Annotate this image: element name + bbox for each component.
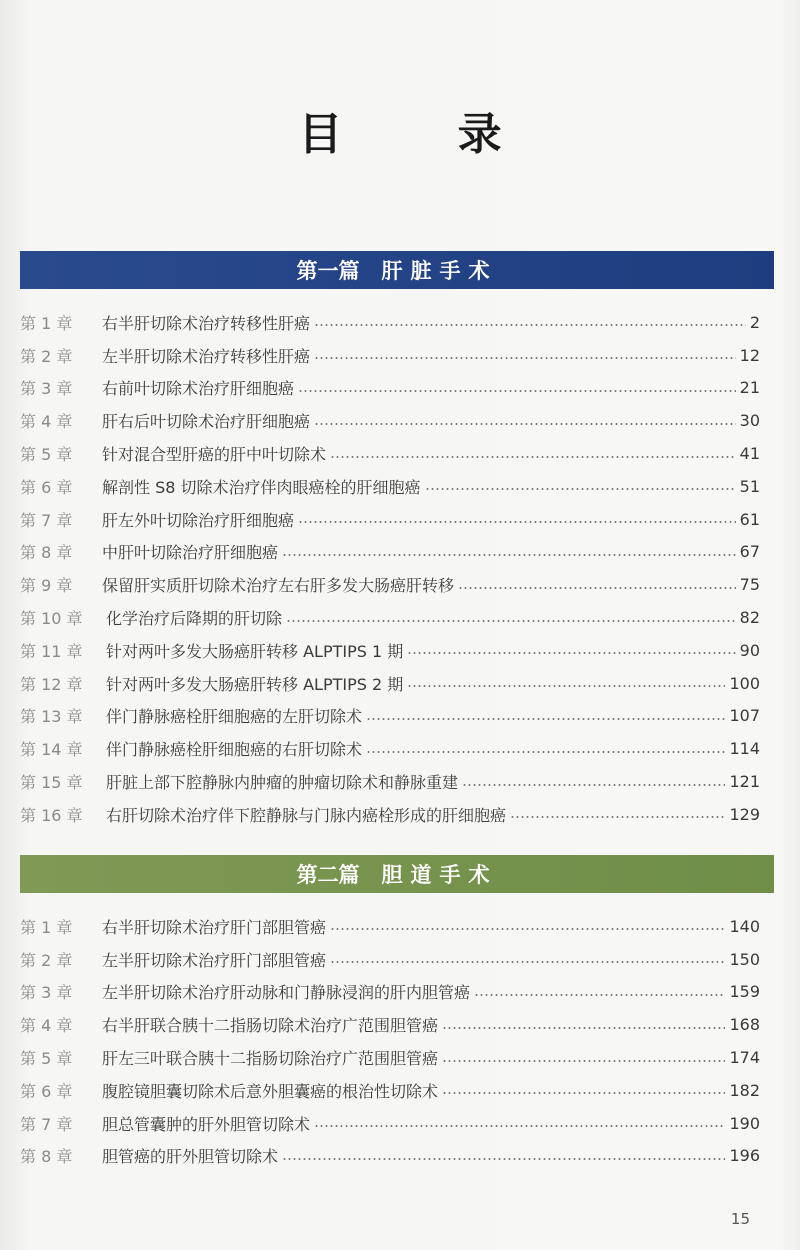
part-one-header <box>20 251 774 289</box>
toc-entry[interactable] <box>20 634 760 667</box>
chapter-title: 肝左三叶联合胰十二指肠切除治疗广范围胆管癌 <box>102 1049 439 1069</box>
chapter-title: 伴门静脉癌栓肝细胞癌的右肝切除术 <box>106 740 363 760</box>
chapter-title: 化学治疗后降期的肝切除 <box>106 609 283 629</box>
chapter-page-number: 2 <box>749 312 760 332</box>
chapter-page-number: 82 <box>739 608 760 628</box>
dot-leader <box>298 521 736 523</box>
chapter-number: 第 7 章 <box>20 1114 73 1134</box>
page-title: 目 录 <box>298 109 552 160</box>
toc-entry[interactable] <box>20 1107 760 1140</box>
toc-entry[interactable] <box>20 943 760 976</box>
part-one-label: 第一篇 <box>296 259 360 283</box>
chapter-title: 左半肝切除术治疗肝门部胆管癌 <box>102 950 327 970</box>
chapter-title: 肝左外叶切除治疗肝细胞癌 <box>102 510 295 530</box>
chapter-title: 左半肝切除术治疗肝动脉和门静脉浸润的肝内胆管癌 <box>102 983 471 1003</box>
chapter-page-number: 196 <box>729 1146 760 1166</box>
toc-entry[interactable] <box>20 568 760 601</box>
chapter-number: 第 3 章 <box>20 379 73 399</box>
part-two-name: 胆道手术 <box>381 863 498 887</box>
toc-entry[interactable] <box>20 976 760 1009</box>
chapter-page-number: 41 <box>739 444 760 464</box>
toc-entry[interactable] <box>20 1074 760 1107</box>
dot-leader <box>407 652 735 654</box>
dot-leader <box>298 390 736 392</box>
toc-entry[interactable] <box>20 798 760 831</box>
toc-entry[interactable] <box>20 765 760 798</box>
dot-leader <box>282 554 736 556</box>
chapter-title: 保留肝实质肝切除术治疗左右肝多发大肠癌肝转移 <box>102 576 455 596</box>
chapter-number: 第 5 章 <box>20 445 73 465</box>
toc-entry[interactable] <box>20 732 760 765</box>
chapter-number: 第 2 章 <box>20 950 73 970</box>
chapter-page-number: 174 <box>729 1048 760 1068</box>
part-two-label: 第二篇 <box>296 863 360 887</box>
chapter-page-number: 121 <box>729 772 760 792</box>
chapter-number: 第 1 章 <box>20 917 73 937</box>
chapter-page-number: 100 <box>729 673 760 693</box>
chapter-page-number: 168 <box>729 1015 760 1035</box>
chapter-number: 第 4 章 <box>20 1016 73 1036</box>
page-number: 15 <box>730 1210 750 1228</box>
chapter-page-number: 51 <box>739 476 760 496</box>
chapter-title: 针对两叶多发大肠癌肝转移 ALPTIPS 2 期 <box>106 674 404 694</box>
chapter-page-number: 61 <box>739 509 760 529</box>
chapter-number: 第 8 章 <box>20 1147 73 1167</box>
chapter-page-number: 107 <box>729 706 760 726</box>
chapter-title: 胆总管囊肿的肝外胆管切除术 <box>102 1114 311 1134</box>
chapter-page-number: 129 <box>729 804 760 824</box>
toc-entry[interactable] <box>20 503 760 536</box>
chapter-title: 右半肝切除术治疗肝门部胆管癌 <box>102 917 327 937</box>
toc-entry[interactable] <box>20 536 760 569</box>
toc-entry[interactable] <box>20 1008 760 1041</box>
dot-leader <box>314 357 736 359</box>
toc-entry[interactable] <box>20 1140 760 1173</box>
chapter-number: 第 6 章 <box>20 1081 73 1101</box>
chapter-page-number: 150 <box>729 949 760 969</box>
toc-entry[interactable] <box>20 601 760 634</box>
chapter-title: 解剖性 S8 切除术治疗伴肉眼癌栓的肝细胞癌 <box>102 477 421 497</box>
chapter-number: 第 15 章 <box>20 773 83 793</box>
chapter-page-number: 114 <box>729 739 760 759</box>
chapter-title: 肝右后叶切除术治疗肝细胞癌 <box>102 412 311 432</box>
dot-leader <box>282 1158 725 1160</box>
dot-leader <box>330 456 736 458</box>
chapter-page-number: 140 <box>729 916 760 936</box>
dot-leader <box>314 324 746 326</box>
chapter-page-number: 12 <box>739 345 760 365</box>
dot-leader <box>442 1027 725 1029</box>
dot-leader <box>458 587 736 589</box>
chapter-title: 右半肝切除术治疗转移性肝癌 <box>102 313 311 333</box>
chapter-page-number: 182 <box>729 1080 760 1100</box>
dot-leader <box>314 1125 725 1127</box>
chapter-page-number: 90 <box>739 640 760 660</box>
chapter-number: 第 8 章 <box>20 543 73 563</box>
dot-leader <box>286 620 736 622</box>
dot-leader <box>474 994 725 996</box>
chapter-number: 第 12 章 <box>20 674 83 694</box>
toc-entry[interactable] <box>20 339 760 372</box>
chapter-title: 胆管癌的肝外胆管切除术 <box>102 1147 279 1167</box>
part-two-toc <box>20 910 760 1172</box>
chapter-number: 第 7 章 <box>20 510 73 530</box>
dot-leader <box>314 423 736 425</box>
chapter-number: 第 13 章 <box>20 707 83 727</box>
chapter-number: 第 14 章 <box>20 740 83 760</box>
chapter-number: 第 9 章 <box>20 576 73 596</box>
dot-leader <box>442 1060 725 1062</box>
chapter-title: 肝脏上部下腔静脉内肿瘤的肿瘤切除术和静脉重建 <box>106 773 459 793</box>
chapter-page-number: 30 <box>739 411 760 431</box>
chapter-number: 第 6 章 <box>20 477 73 497</box>
toc-entry[interactable] <box>20 470 760 503</box>
chapter-page-number: 21 <box>739 378 760 398</box>
dot-leader <box>442 1092 725 1094</box>
toc-entry[interactable] <box>20 372 760 405</box>
chapter-number: 第 10 章 <box>20 609 83 629</box>
chapter-title: 针对混合型肝癌的肝中叶切除术 <box>102 445 327 465</box>
toc-entry[interactable] <box>20 1041 760 1074</box>
chapter-page-number: 75 <box>739 575 760 595</box>
chapter-number: 第 3 章 <box>20 983 73 1003</box>
part-one-toc <box>20 306 760 831</box>
chapter-title: 针对两叶多发大肠癌肝转移 ALPTIPS 1 期 <box>106 641 404 661</box>
chapter-number: 第 2 章 <box>20 346 73 366</box>
chapter-title: 腹腔镜胆囊切除术后意外胆囊癌的根治性切除术 <box>102 1081 439 1101</box>
dot-leader <box>366 751 725 753</box>
chapter-number: 第 5 章 <box>20 1049 73 1069</box>
toc-entry[interactable] <box>20 700 760 733</box>
chapter-page-number: 67 <box>739 542 760 562</box>
chapter-number: 第 1 章 <box>20 313 73 333</box>
chapter-title: 右半肝联合胰十二指肠切除术治疗广范围胆管癌 <box>102 1016 439 1036</box>
dot-leader <box>510 816 725 818</box>
toc-entry[interactable] <box>20 667 760 700</box>
toc-entry[interactable] <box>20 437 760 470</box>
dot-leader <box>366 718 725 720</box>
chapter-page-number: 159 <box>729 982 760 1002</box>
toc-entry[interactable] <box>20 404 760 437</box>
dot-leader <box>330 928 725 930</box>
dot-leader <box>462 784 725 786</box>
part-two-header <box>20 855 774 893</box>
chapter-title: 左半肝切除术治疗转移性肝癌 <box>102 346 311 366</box>
chapter-number: 第 16 章 <box>20 805 83 825</box>
dot-leader <box>425 488 736 490</box>
chapter-title: 中肝叶切除治疗肝细胞癌 <box>102 543 279 563</box>
dot-leader <box>330 961 725 963</box>
chapter-number: 第 4 章 <box>20 412 73 432</box>
dot-leader <box>407 685 725 687</box>
chapter-title: 伴门静脉癌栓肝细胞癌的左肝切除术 <box>106 707 363 727</box>
chapter-title: 右前叶切除术治疗肝细胞癌 <box>102 379 295 399</box>
toc-entry[interactable] <box>20 306 760 339</box>
chapter-number: 第 11 章 <box>20 641 83 661</box>
toc-entry[interactable] <box>20 910 760 943</box>
part-one-name: 肝脏手术 <box>381 259 498 283</box>
chapter-title: 右肝切除术治疗伴下腔静脉与门脉内癌栓形成的肝细胞癌 <box>106 805 507 825</box>
chapter-page-number: 190 <box>729 1113 760 1133</box>
